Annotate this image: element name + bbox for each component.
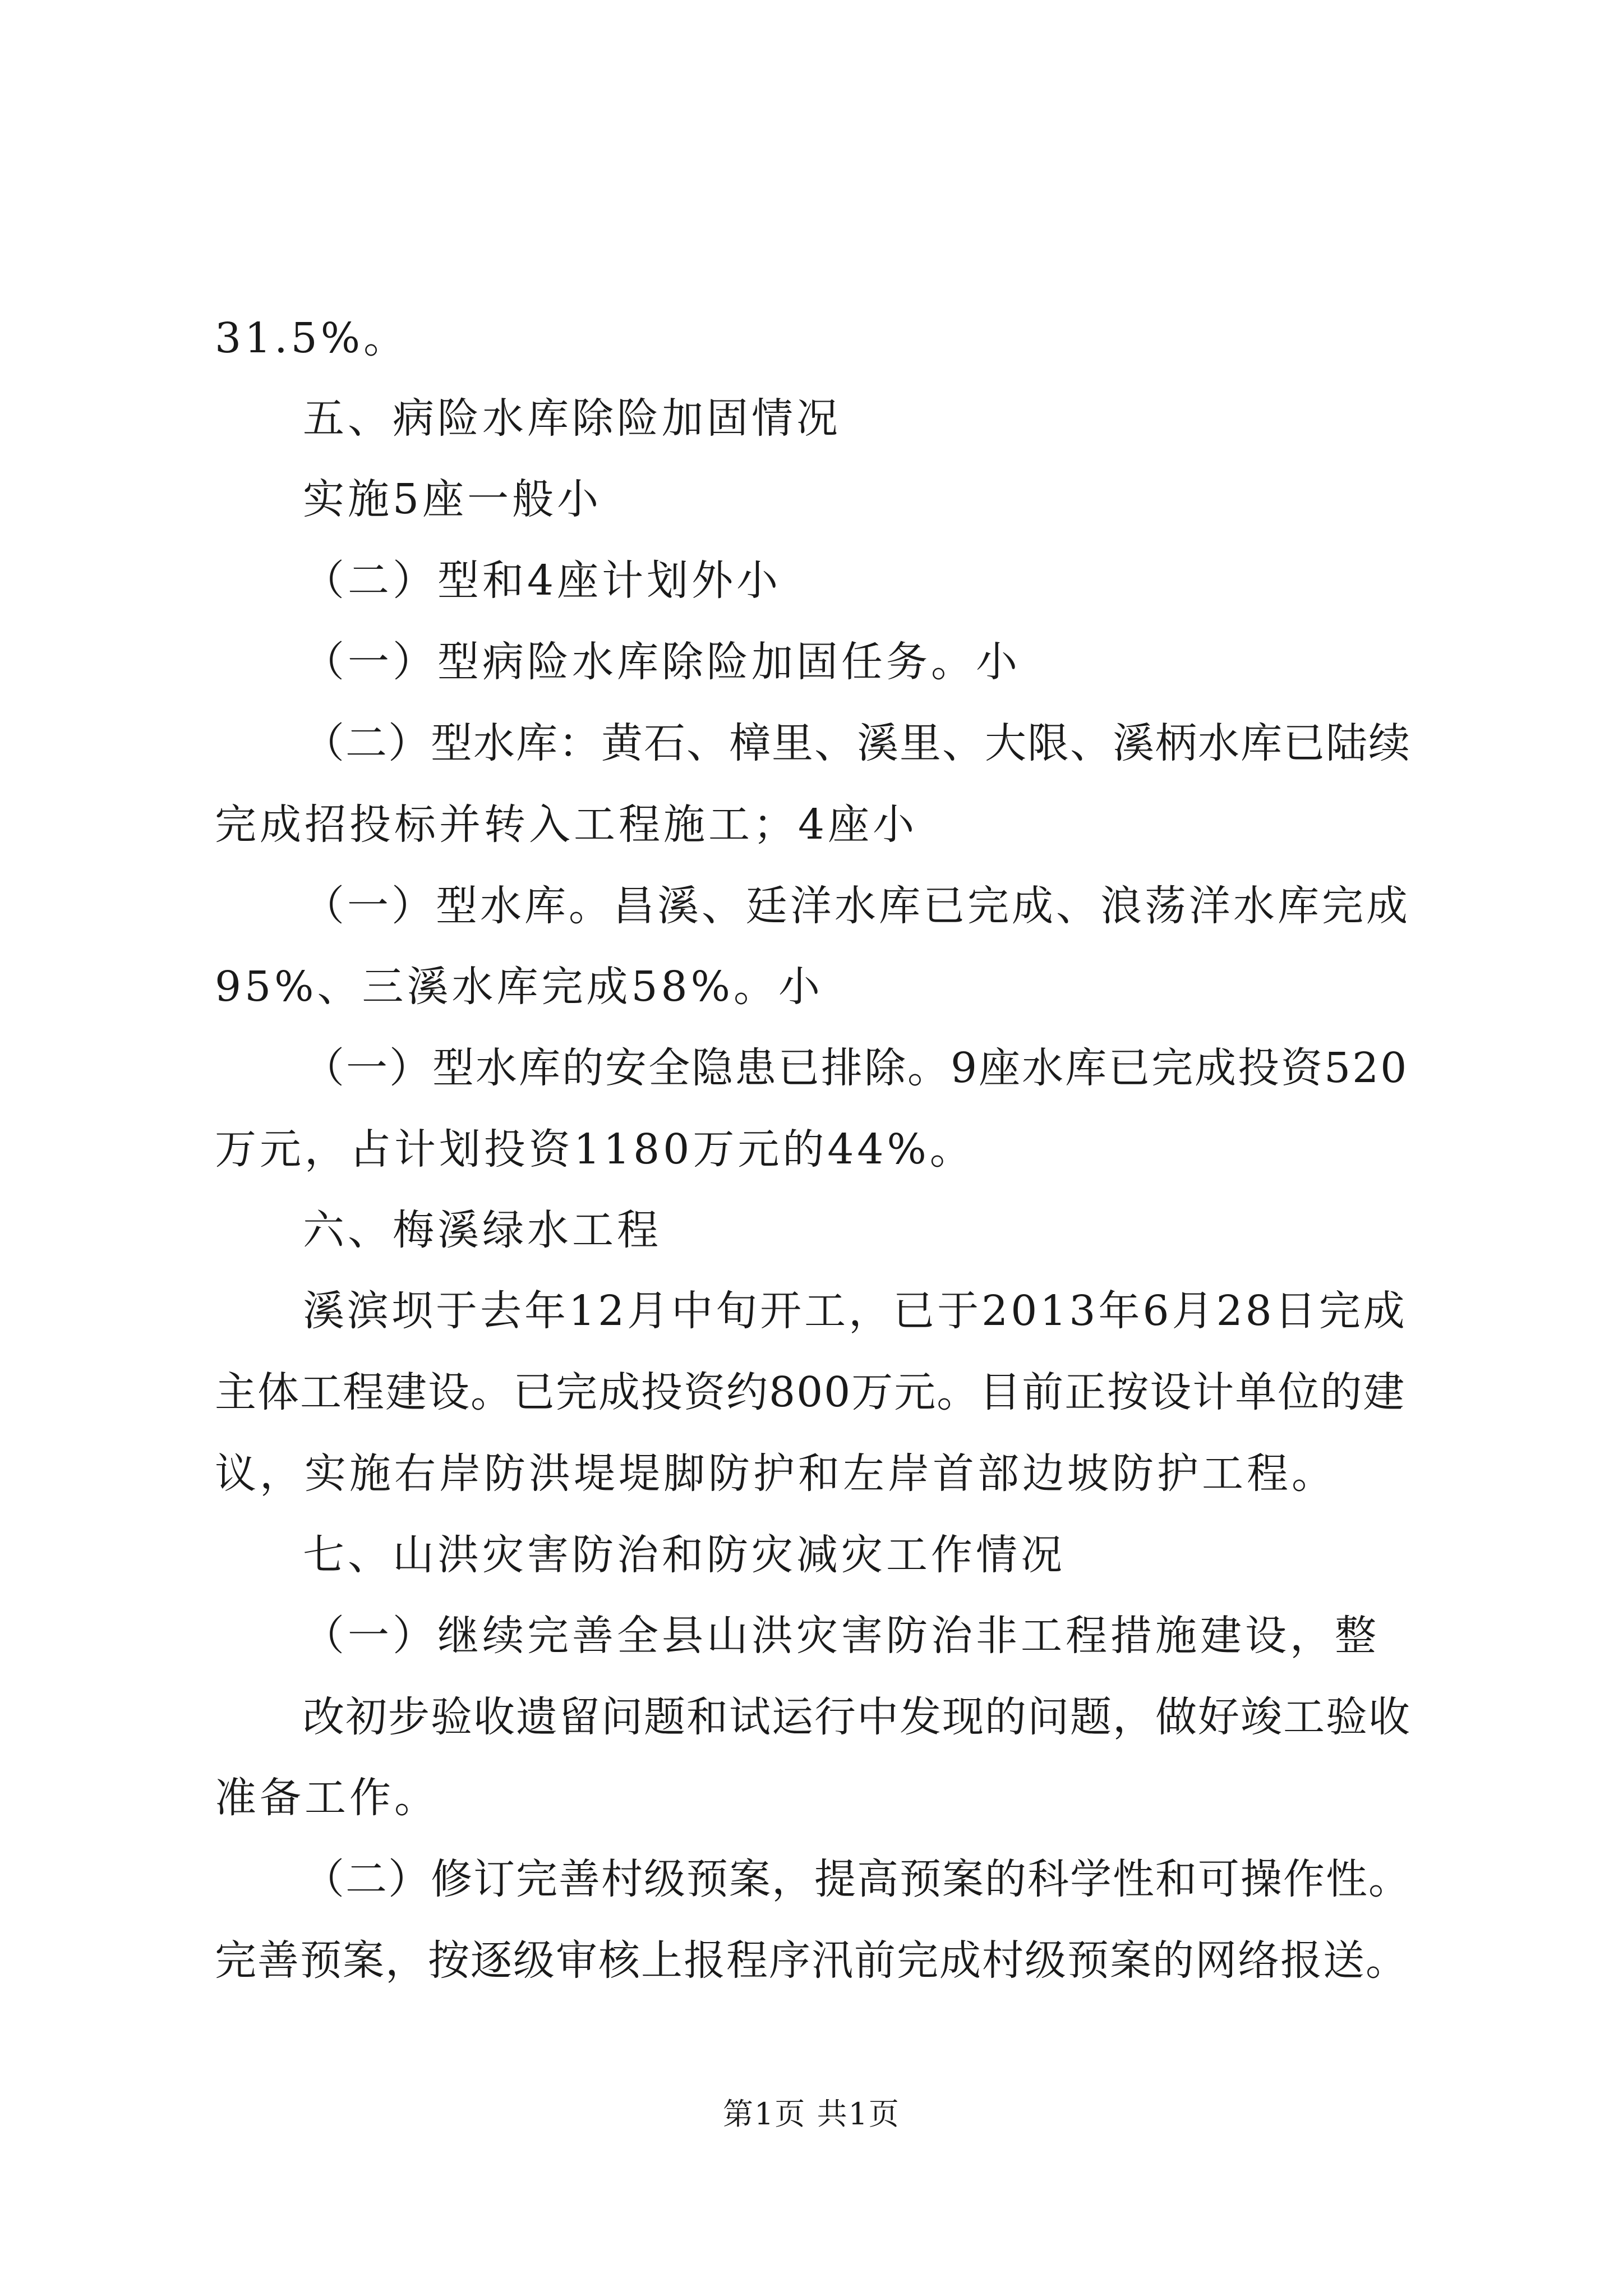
text-line: （一）型病险水库除险加固任务。小: [303, 638, 1021, 686]
text-line: （一）继续完善全县山洪灾害防治非工程措施建设，整: [303, 1612, 1380, 1660]
page-number: 第1页 共1页: [723, 2096, 900, 2132]
text-line: 溪滨坝于去年12月中旬开工，已于2013年6月28日完成: [303, 1287, 1408, 1335]
text-line: （二）修订完善村级预案，提高预案的科学性和可操作性。: [303, 1855, 1411, 1903]
text-line: 完善预案，按逐级审核上报程序汛前完成村级预案的网络报送。: [215, 1936, 1408, 1985]
text-line: 95%、三溪水库完成58%。小: [215, 963, 823, 1011]
text-line: 万元，占计划投资1180万元的44%。: [215, 1125, 975, 1174]
section-heading: 六、梅溪绿水工程: [303, 1206, 662, 1254]
text-line: 实施5座一般小: [303, 475, 602, 523]
text-line: （二）型水库：黄石、樟里、溪里、大限、溪柄水库已陆续: [303, 719, 1411, 767]
text-line: 完成招投标并转入工程施工；4座小: [215, 800, 918, 849]
text-line: 31.5%。: [215, 314, 409, 362]
section-heading: 五、病险水库除险加固情况: [303, 394, 841, 443]
text-line: 议，实施右岸防洪堤堤脚防护和左岸首部边坡防护工程。: [215, 1450, 1336, 1498]
text-line: （二）型和4座计划外小: [303, 556, 782, 605]
section-heading: 七、山洪灾害防治和防灾减灾工作情况: [303, 1531, 1066, 1579]
text-line: 主体工程建设。已完成投资约800万元。目前正按设计单位的建: [215, 1368, 1406, 1416]
text-line: （一）型水库的安全隐患已排除。9座水库已完成投资520: [303, 1044, 1409, 1092]
text-line: （一）型水库。昌溪、廷洋水库已完成、浪荡洋水库完成: [303, 882, 1410, 930]
text-line: 准备工作。: [215, 1774, 439, 1822]
text-line: 改初步验收遗留问题和试运行中发现的问题，做好竣工验收: [303, 1693, 1411, 1741]
